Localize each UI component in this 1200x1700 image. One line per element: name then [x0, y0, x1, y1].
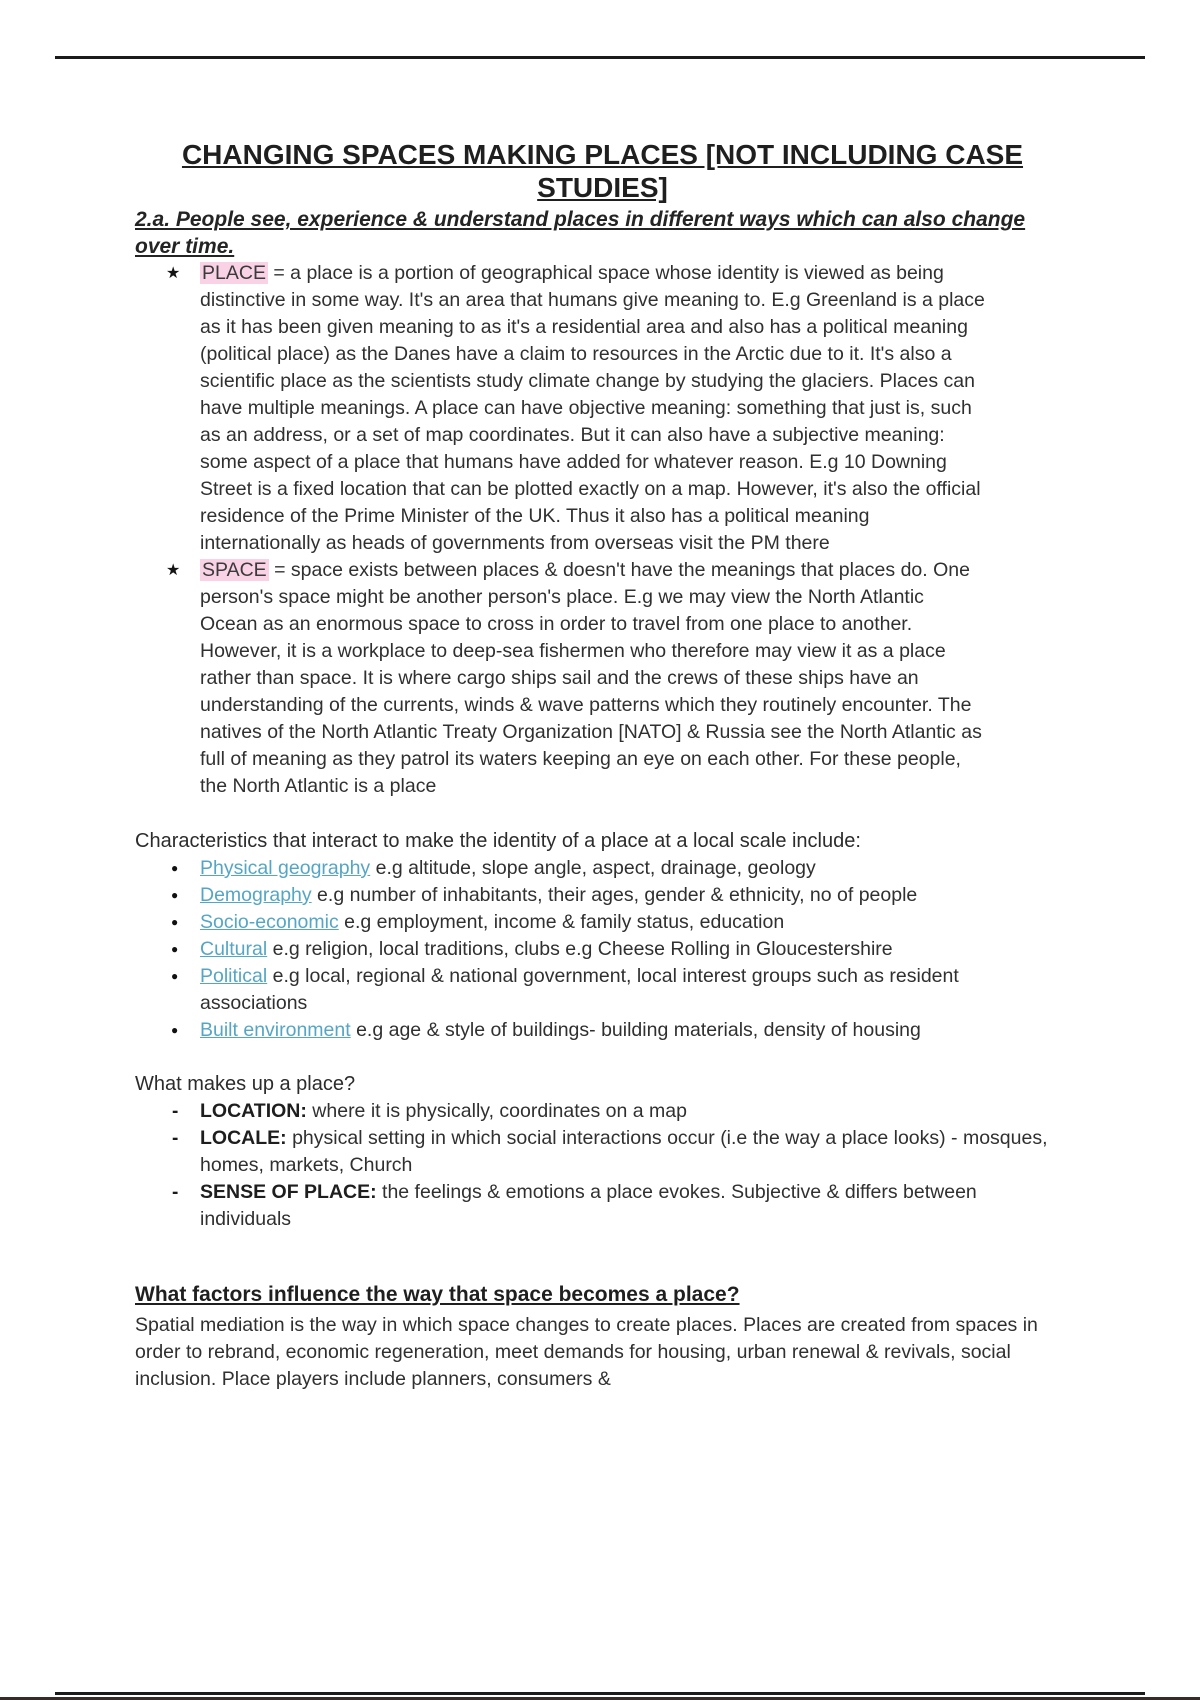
characteristic-link[interactable]: Socio-economic: [200, 911, 339, 933]
star-bullet-icon: ★: [166, 265, 181, 282]
bottom-rule: [55, 1692, 1145, 1695]
characteristic-text: [200, 909, 1060, 936]
section-subtitle: 2.a. People see, experience & understand places in different ways which can also change over time.: [135, 208, 1026, 258]
dash-bullet-icon: -: [172, 1128, 179, 1149]
definition-item-space: [135, 557, 1070, 800]
dot-bullet-icon: ●: [171, 861, 179, 875]
characteristic-rest: e.g employment, income & family status, education: [338, 911, 785, 933]
makeup-item: [135, 1179, 1070, 1233]
characteristic-text: [200, 1017, 1060, 1044]
definition-text: [200, 557, 985, 800]
characteristic-rest: e.g altitude, slope angle, aspect, drainage, geology: [370, 857, 816, 879]
highlighted-term: PLACE: [202, 262, 266, 284]
characteristic-text: [200, 936, 1060, 963]
makeup-rest: the feelings & emotions a place evokes. Subjective & differs between individuals: [200, 1181, 977, 1230]
makeup-heading: What makes up a place?: [135, 1073, 356, 1095]
makeup-text: [200, 1125, 1060, 1179]
top-rule: [55, 56, 1145, 59]
makeup-item: [135, 1125, 1070, 1179]
dot-bullet-icon: ●: [171, 888, 179, 902]
dash-bullet-icon: -: [172, 1182, 179, 1203]
dot-bullet-icon: ●: [171, 1023, 179, 1037]
definitions-list: [135, 260, 1070, 800]
dot-bullet-icon: ●: [171, 915, 179, 929]
characteristic-rest: e.g number of inhabitants, their ages, gender & ethnicity, no of people: [311, 884, 918, 906]
characteristic-rest: e.g religion, local traditions, clubs e.g Cheese Rolling in Gloucestershire: [267, 938, 893, 960]
characteristic-text: [200, 963, 1060, 1017]
makeup-text: [200, 1098, 1060, 1125]
characteristic-link[interactable]: Built environment: [200, 1019, 351, 1041]
definition-body: = a place is a portion of geographical space whose identity is viewed as being distinctive in some way. It's an area that humans give meaning to. E.g Greenland is a place as it has been given meaning to as it's a residential area and also has a political meaning (political place) as the Danes have a claim to resources in the Arctic due to it. It's also a scientific place as the scientists study climate change by studying the glaciers. Places can have multiple meanings. A place can have objective meaning: something that just is, such as an address, or a set of map coordinates. But it can also have a subjective meaning: some aspect of a place that humans have added for whatever reason. E.g 10 Downing Street is a fixed location that can be plotted exactly on a map. However, it's also the official residence of the Prime Minister of the UK. Thus it also has a political meaning internationally as heads of governments from overseas visit the PM there: [200, 262, 985, 554]
characteristic-item: [135, 882, 1070, 909]
definition-item-place: [135, 260, 1070, 557]
characteristics-heading: Characteristics that interact to make the identity of a place at a local scale include:: [135, 830, 861, 852]
dash-bullet-icon: -: [172, 1101, 179, 1122]
makeup-rest: where it is physically, coordinates on a map: [306, 1100, 687, 1122]
makeup-rest: physical setting in which social interactions occur (i.e the way a place looks) - mosques, homes, markets, Church: [200, 1127, 1048, 1176]
definition-body: = space exists between places & doesn't have the meanings that places do. One person's space might be another person's place. E.g we may view the North Atlantic Ocean as an enormous space to cross in order to travel from one place to another. However, it is a workplace to deep-sea fishermen who therefore may view it as a place rather than space. It is where cargo ships sail and the crews of these ships have an understanding of the currents, winds & wave patterns which they routinely encounter. The natives of the North Atlantic Treaty Organization [NATO] & Russia see the North Atlantic as full of meaning as they patrol its waters keeping an eye on each other. For these people, the North Atlantic is a place: [200, 559, 982, 797]
characteristic-text: [200, 855, 1060, 882]
star-bullet-icon: ★: [166, 562, 181, 579]
makeup-item: [135, 1098, 1070, 1125]
characteristic-link[interactable]: Demography: [200, 884, 312, 906]
dot-bullet-icon: ●: [171, 942, 179, 956]
characteristic-item: [135, 936, 1070, 963]
document-content: [135, 138, 1070, 1393]
characteristic-link[interactable]: Physical geography: [200, 857, 371, 879]
makeup-label: SENSE OF PLACE:: [200, 1181, 377, 1203]
makeup-list: [135, 1098, 1070, 1233]
definition-text: [200, 260, 985, 557]
characteristic-item: [135, 1017, 1070, 1044]
characteristic-link[interactable]: Political: [200, 965, 268, 987]
characteristic-item: [135, 855, 1070, 882]
page-title: CHANGING SPACES MAKING PLACES [NOT INCLUDING CASE STUDIES]: [181, 139, 1024, 203]
characteristic-item: [135, 909, 1070, 936]
makeup-label: LOCALE:: [200, 1127, 287, 1149]
makeup-label: LOCATION:: [200, 1100, 307, 1122]
dot-bullet-icon: ●: [171, 969, 179, 983]
characteristics-list: [135, 855, 1070, 1044]
factors-heading: What factors influence the way that space becomes a place?: [135, 1283, 740, 1306]
highlighted-term: SPACE: [202, 559, 267, 581]
characteristic-text: [200, 882, 1060, 909]
characteristic-link[interactable]: Cultural: [200, 938, 268, 960]
characteristic-rest: e.g local, regional & national government, local interest groups such as resident associations: [200, 965, 959, 1014]
makeup-text: [200, 1179, 1060, 1233]
factors-paragraph: Spatial mediation is the way in which space changes to create places. Places are created from spaces in order to rebrand, economic regeneration, meet demands for housing, urban renewal & revivals, social inclusion. Place players include planners, consumers &: [135, 1314, 1038, 1390]
characteristic-item: [135, 963, 1070, 1017]
characteristic-rest: e.g age & style of buildings- building materials, density of housing: [350, 1019, 921, 1041]
